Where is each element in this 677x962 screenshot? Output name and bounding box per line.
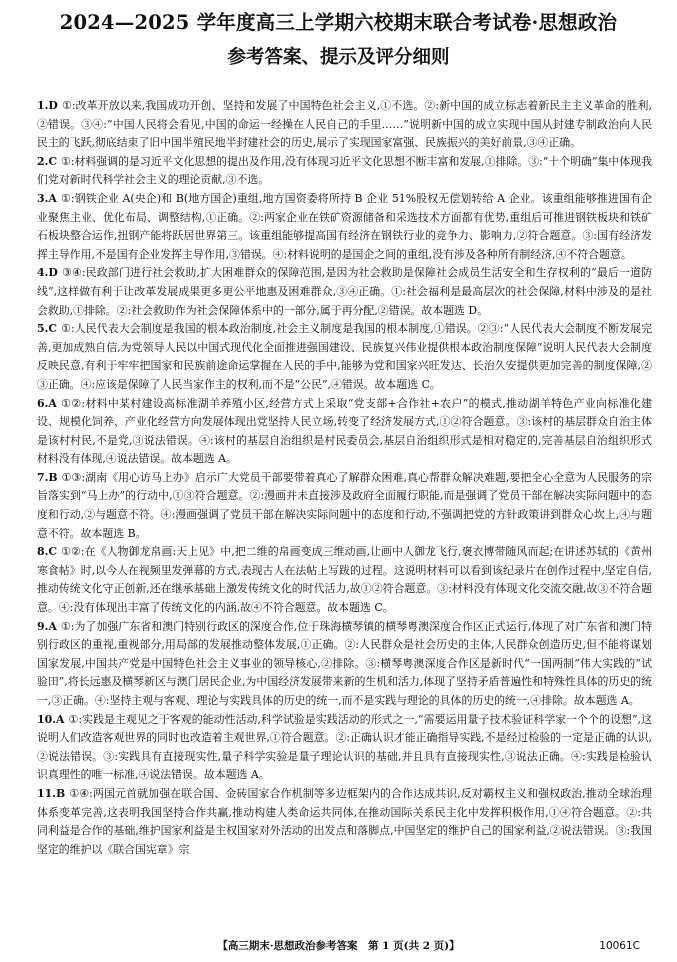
item-explanation: ①④:两国元首就加强在联合国、金砖国家合作机制等多边框架内的合作达成共识,反对霸权主义和强权政治,推动全球治理体系变革完善,这表明我国坚持合作共赢,推动构建人类命运共同体,在推动国际关系民主化中发挥积极作用,①④符合题意。②:共同利益是合作的基础,维护国家利益是主权国家对外活动的出发点和落脚点,中国坚定的维护自己的国家利益,②说法错误。③:我国坚定的维护以《联合国宪章》宗	[37, 786, 652, 856]
item-number: 2.	[37, 154, 49, 168]
item-explanation: ①:钢铁企业 A(央企)和 B(地方国企)重组,地方国资委将所持 B 企业 51%股权无偿划转给 A 企业。该重组能够推进国有企业聚焦主业、优化布局、调整结构,①正确。②:两家企业在铁矿资源储备和采选技术方面都有优势,重组后可推进钢铁板块和铁矿石板块整合运作,扭钢产能将跃居世界第三。该重组能够提高国有经济在钢铁行业的竞争力、影响力,②符合题意。③:国有经济发挥主导作用,不是国有企业发挥主导作用,③错误。④:材料说明的是国企之间的重组,没有涉及各种所有制经济,④不符合题意。	[37, 191, 652, 261]
answer-item	[37, 153, 652, 190]
item-answer: D	[48, 266, 58, 280]
item-answer: A	[55, 712, 65, 726]
answer-item	[37, 543, 652, 617]
item-explanation: ①③:湖南《用心访马上办》启示广大党员干部要带着真心了解群众困难,真心帮群众解决难题,要把全心全意为人民服务的宗旨落实到“马上办”的行动中,①③符合题意。②:漫画并未直接涉及政府全面履行职能,而是强调了党员干部在解决实际问题中的态度和行动,②与题意不符。④:漫画强调了党员干部在解决实际问题中的态度和行动,不强调把党的方针政策讲到群众心坎上,④与题意不符。故本题选 B。	[37, 470, 652, 540]
item-answer: C	[48, 322, 58, 336]
answer-item	[37, 785, 652, 859]
item-number: 8.	[37, 545, 49, 559]
item-explanation: ①:为了加强广东省和澳门特别行政区的深度合作,位于珠海横琴镇的横琴粤澳深度合作区正式运行,体现了对广东省和澳门特别行政区的重视,重视部分,用局部的发展推动整体发展,①正确。②:人民群众是社会历史的主体,人民群众创造历史,但不能将谋划国家发展,中国共产党是中国特色社会主义事业的领导核心,②排除。③:横琴粤澳深度合作区是新时代“一国两制”伟大实践的“试验田”,将长远惠及横琴新区与澳门居民企业,为中国经济发展带来新的生机和活力,体现了坚持矛盾普遍性和特殊性具体的历史的统一,③正确。④:坚持主观与客观、理论与实践具体的历史的统一,而不是实践与理论的具体的历史的统一,④排除。故本题选 A。	[37, 619, 652, 707]
footer-page-info: 【高三期末·思想政治参考答案 第 1 页(共 2 页)】	[217, 940, 460, 952]
page-footer	[0, 938, 677, 954]
item-number: 7.	[37, 470, 49, 484]
item-explanation: ③④:民政部门进行社会救助,扩大困难群众的保障范围,是因为社会救助是保障社会成员生活安全和生存权利的“最后一道防线”,这样做有利于让改革发展成果更多更公平地惠及困难群众,③④正确。①:社会福利是最高层次的社会保障,材料中涉及的是社会救助,①排除。②:社会救助作为社会保障体系中的一部分,属于再分配,②错误。故本题选 D。	[37, 266, 652, 317]
item-number: 9.	[37, 619, 49, 633]
item-number: 3.	[37, 191, 49, 205]
item-number: 6.	[37, 396, 49, 410]
answer-item	[37, 97, 652, 153]
item-answer: C	[48, 545, 58, 559]
item-answer: B	[48, 470, 58, 484]
item-explanation: ①:实践是主观见之于客观的能动性活动,科学试验是实践活动的形式之一,“需要运用量子技术验证科学家一个个的设想”,这说明人们改造客观世界的同时也改造着主观世界,①符合题意。②:正确认识才能正确指导实践,不是经过检验的一定是正确的认识,②说法错误。③:实践具有直接现实性,量子科学实验是量子理论认识的基础,并且具有直接现实性,③说法正确。④:实践是检验认识真理性的唯一标准,④说法错误。故本题选 A。	[37, 712, 652, 782]
item-explanation: ①②:材料中某村建设高标准湖羊养殖小区,经营方式上采取“党支部+合作社+农户”的模式,推动湖羊特色产业向标准化建设、规模化饲养、产业化经营方向发展体现出党坚持人民立场,转变了经济发展方式,①②符合题意。③:该村的基层群众自治主体是该村村民,不是党,③说法错误。④:该村的基层自治组织是村民委员会,基层自治组织形式是相对稳定的,完善基层自治组织形式材料没有体现,④说法错误。故本题选 A。	[37, 396, 652, 466]
item-answer: A	[48, 396, 57, 410]
item-answer: C	[48, 154, 58, 168]
answer-item	[37, 190, 652, 264]
answer-item	[37, 711, 652, 785]
answer-item	[37, 618, 652, 711]
item-number: 10.	[37, 712, 56, 726]
answer-item	[37, 320, 652, 394]
answer-item	[37, 264, 652, 320]
answer-list	[37, 97, 652, 859]
item-explanation: ①②:在《人物御龙帛画:天上见》中,把二维的帛画变成三维动画,让画中人御龙飞行,褒衣博带随风而起;在讲述苏轼的《黄州寒食帖》时,以今人在视频里发弹幕的方式,表现古人在法帖上写跋的过程。这说明材料可以看到该纪录片在创作过程中,坚定自信,推动传统文化守正创新,还在继承基础上激发传统文化的时代活力,故①②符合题意。③:材料没有体现文化交流交融,故③不符合题意。④:没有体现出丰富了传统文化的内涵,故④不符合题意。故本题选 C。	[37, 545, 652, 615]
answer-item	[37, 395, 652, 469]
item-answer: D	[48, 99, 58, 112]
footer-code: 10061C	[599, 940, 640, 952]
document-subtitle: 参考答案、提示及评分细则	[227, 47, 450, 68]
item-explanation: ①:改革开放以来,我国成功开创、坚持和发展了中国特色社会主义,①不选。②:新中国的成立标志着新民主主义革命的胜利,②错误。③④:“中国人民将会看见,中国的命运一经操在人民自己的手里……”说明新中国的成立实现中国从封建专制政治向人民民主的飞跃,彻底结束了旧中国半殖民地半封建社会的历史,展示了实现国家富强、民族振兴的美好前景,③④正确。	[37, 99, 652, 150]
answer-item	[37, 469, 652, 543]
document-title: 2024—2025 学年度高三上学期六校期末联合考试卷·思想政治	[59, 11, 618, 34]
item-number: 4.	[37, 266, 49, 280]
item-answer: B	[55, 786, 66, 800]
item-answer: A	[48, 191, 57, 205]
item-number: 1.	[37, 99, 49, 112]
item-answer: A	[48, 619, 57, 633]
item-number: 5.	[37, 322, 49, 336]
item-number: 11.	[37, 786, 56, 800]
item-explanation: ①:人民代表大会制度是我国的根本政治制度,社会主义制度是我国的根本制度,①错误。②③:“人民代表大会制度不断发展完善,更加成熟自信,为党领导人民以中国式现代化全面推进强国建设、民族复兴伟业提供根本政治制度保障”说明人民代表大会制度反映民意,有利于牢牢把国家和民族前途命运掌握在人民的手中,能够为党和国家兴旺发达、长治久安提供更加完善的制度保障,②③正确。④:应该是保障了人民当家作主的权利,而不是“公民”,④错误。故本题选 C。	[37, 322, 652, 391]
item-explanation: ①:材料强调的是习近平文化思想的提出及作用,没有体现习近平文化思想不断丰富和发展,①排除。③:“十个明确”集中体现我们党对新时代科学社会主义的理论贡献,③不选。	[37, 154, 652, 187]
